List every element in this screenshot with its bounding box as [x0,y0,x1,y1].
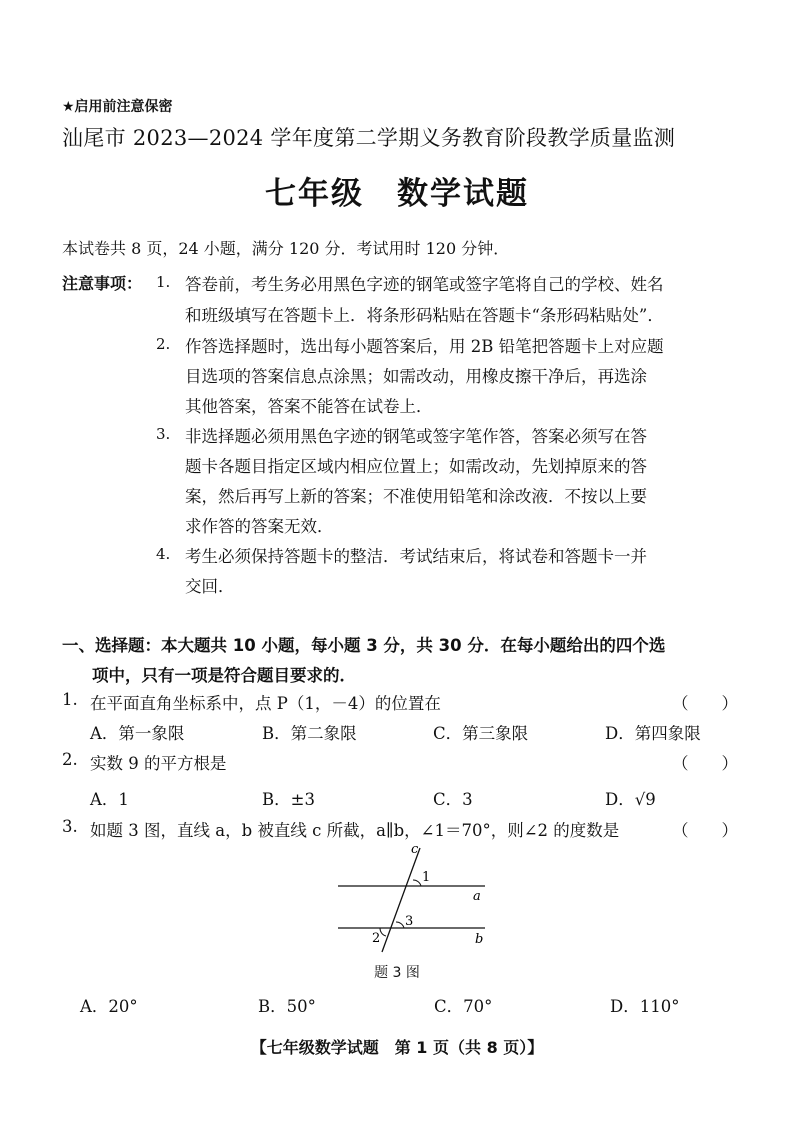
notice-line: 非选择题必须用黑色字迹的钢笔或签字笔作答，答案必须写在答 [185,427,647,446]
angle-2-arc [380,928,386,936]
exam-intro: 本试卷共 8 页，24 小题，满分 120 分．考试用时 120 分钟． [62,239,510,258]
option-b: B．第二象限 [262,724,357,743]
angle-3-arc [396,922,404,928]
notice-line: 和班级填写在答题卡上．将条形码粘贴在答题卡“条形码粘贴处”． [185,306,664,325]
page-footer: 【七年级数学试题 第 1 页（共 8 页）】 [250,1038,544,1057]
notice-number: 3. [156,425,171,443]
option-a: A．第一象限 [90,724,185,743]
option-d: D．第四象限 [605,724,701,743]
label-angle-1: 1 [422,870,431,885]
option-c: C．第三象限 [433,724,529,743]
line-c [382,848,420,952]
option-b: B．±3 [262,790,315,809]
section-heading-cont: 项中，只有一项是符合题目要求的． [92,666,356,685]
label-c: c [411,842,419,857]
label-angle-2: 2 [372,931,381,946]
notice-line: 其他答案，答案不能答在试卷上． [185,397,433,416]
figure-3-diagram [320,840,500,955]
label-angle-3: 3 [405,914,414,929]
answer-paren: （ ） [672,694,738,713]
option-a: A．1 [90,790,129,809]
notice-line: 交回． [185,577,235,596]
angle-1-arc [413,880,421,886]
answer-paren: （ ） [672,754,738,773]
notice-line: 作答选择题时，选出每小题答案后，用 2B 铅笔把答题卡上对应题 [185,337,664,356]
notice-line: 答卷前，考生务必用黑色字迹的钢笔或签字笔将自己的学校、姓名 [185,275,664,294]
question-number: 3. [62,817,78,836]
question-number: 1. [62,690,78,709]
exam-title: 七年级 数学试题 [265,176,529,212]
notice-line: 考生必须保持答题卡的整洁．考试结束后，将试卷和答题卡一并 [185,547,647,566]
question-number: 2. [62,750,78,769]
option-a: A．20° [80,997,138,1016]
label-b: b [475,932,484,947]
notice-number: 1. [156,273,171,291]
question-text: 在平面直角坐标系中，点 P（1，－4）的位置在 [90,694,441,713]
confidential-mark: ★启用前注意保密 [62,99,173,115]
header-title: 汕尾市 2023—2024 学年度第二学期义务教育阶段教学质量监测 [62,126,676,150]
option-b: B．50° [258,997,316,1016]
figure-caption: 题 3 图 [374,965,420,981]
notice-line: 求作答的答案无效． [185,517,334,536]
option-c: C．3 [433,790,473,809]
notice-line: 目选项的答案信息点涂黑；如需改动，用橡皮擦干净后，再选涂 [185,367,647,386]
notice-number: 2. [156,335,171,353]
section-heading: 一、选择题：本大题共 10 小题，每小题 3 分，共 30 分．在每小题给出的四个选 [62,636,666,655]
label-a: a [473,889,481,904]
question-text: 如题 3 图，直线 a，b 被直线 c 所截，a∥b，∠1＝70°，则∠2 的度数是 [90,821,620,840]
question-text: 实数 9 的平方根是 [90,754,227,773]
notice-line: 案，然后再写上新的答案；不准使用铅笔和涂改液．不按以上要 [185,487,647,506]
notice-label: 注意事项： [62,274,143,293]
notice-line: 题卡各题目指定区域内相应位置上；如需改动，先划掉原来的答 [185,457,647,476]
option-d: D．√9 [605,790,656,809]
option-d: D．110° [610,997,680,1016]
notice-number: 4. [156,545,171,563]
answer-paren: （ ） [672,821,738,840]
option-c: C．70° [434,997,493,1016]
